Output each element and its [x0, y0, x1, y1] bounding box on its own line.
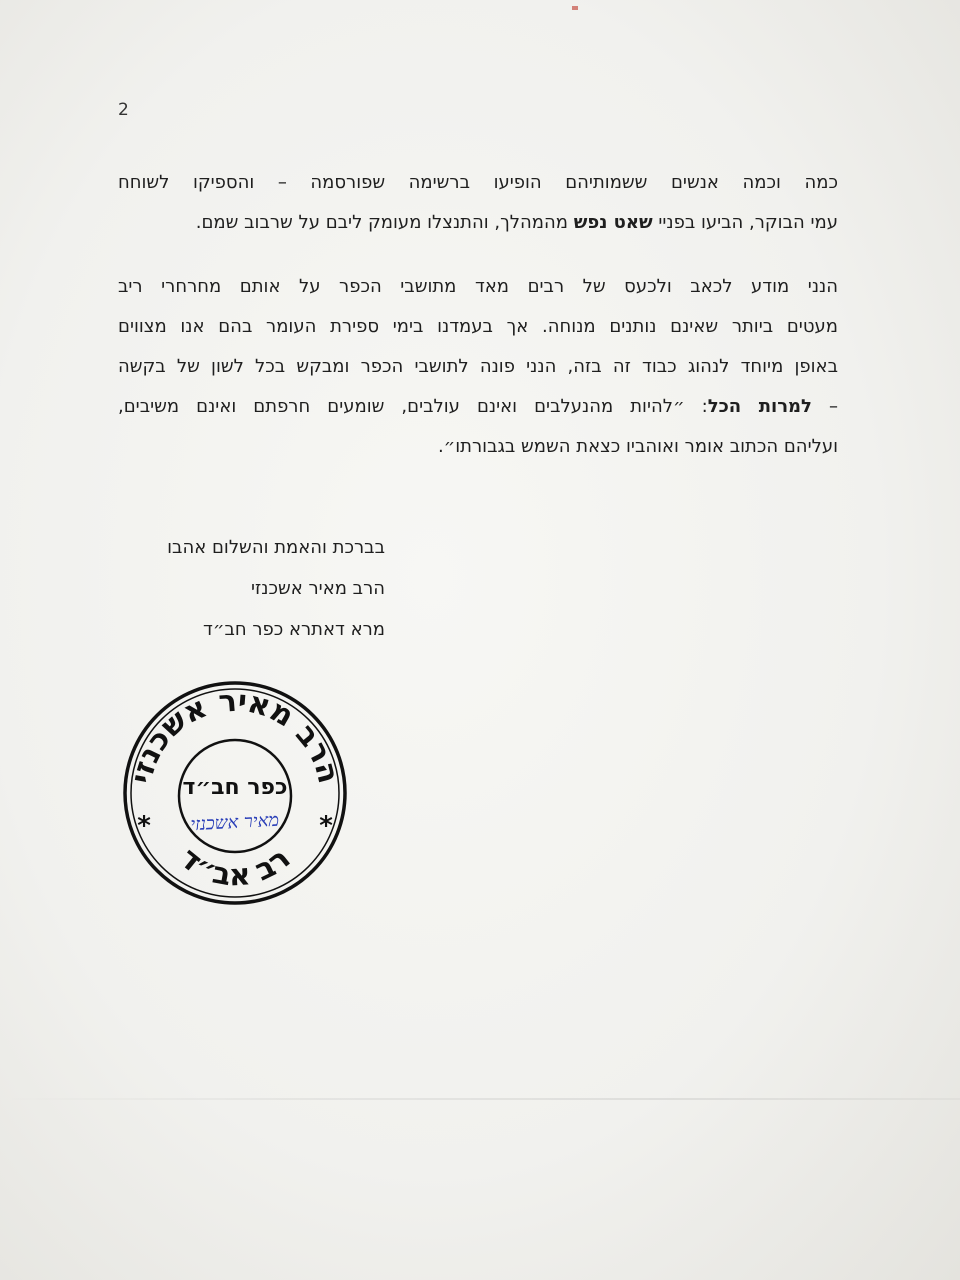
- stamp-star-left: *: [137, 811, 151, 841]
- paragraph-1-line-2: עמי הבוקר, הביעו בפניי שאט נפש מהמהלך, והתנצלו מעומק ליבם על שרבוב שמם.: [195, 212, 838, 233]
- paragraph-2-line-1: הנני מודע לכאב ולכעס של רבים מאד מתושבי הכפר על אותם מחרחרי ריב: [118, 276, 838, 297]
- signer-title: מרא דאתרא כפר חב״ד: [203, 619, 385, 640]
- bold-phrase: למרות הכל: [707, 396, 812, 417]
- stamp-star-right: *: [319, 811, 333, 841]
- closing-signature-block: [120, 527, 385, 650]
- paragraph-2-line-4: – למרות הכל: ״להיות מהנעלבים ואינם עולבים, שומעים חרפתם ואינם משיבים,: [118, 396, 838, 417]
- signer-name: הרב מאיר אשכנזי: [251, 578, 385, 599]
- closing-blessing: בברכת והאמת והשלום אהבו: [167, 537, 385, 558]
- paragraph-2-line-2: מעטים ביותר שאינם נותנים מנוחה. אך בעמדנו בימי ספירת העומר בהם אנו מצווים: [118, 316, 838, 337]
- paragraph-2-line-3: באופן מיוחד לנהוג כבוד זה בזה, הנני פונה לתושבי הכפר ומבקש בכל לשון של בקשה: [118, 356, 838, 377]
- stamp-inner-text: כפר חב״ד: [182, 775, 288, 800]
- rabbi-stamp: [120, 678, 350, 908]
- paragraph-1-line-1: כמה וכמה אנשים ששמותיהם הופיעו ברשימה שפורסמה – והספיקו לשוחח: [118, 172, 838, 193]
- paper-mark: [572, 6, 578, 10]
- page-number: 2: [118, 100, 129, 120]
- paragraph-2: [118, 267, 838, 467]
- paragraph-1: [118, 163, 838, 243]
- paragraph-2-line-5: ועליהם הכתוב אומר ואוהביו כצאת השמש בגבורתו״.: [437, 436, 838, 457]
- bold-phrase: שאט נפש: [573, 212, 653, 233]
- stamp-outer-top-text: הרב מאיר אשכנזי: [124, 683, 347, 787]
- paper-fold: [0, 1098, 960, 1100]
- stamp-outer-bottom-text: רב אב״ד: [172, 840, 298, 894]
- handwritten-signature: מאיר אשכנזי: [189, 809, 280, 836]
